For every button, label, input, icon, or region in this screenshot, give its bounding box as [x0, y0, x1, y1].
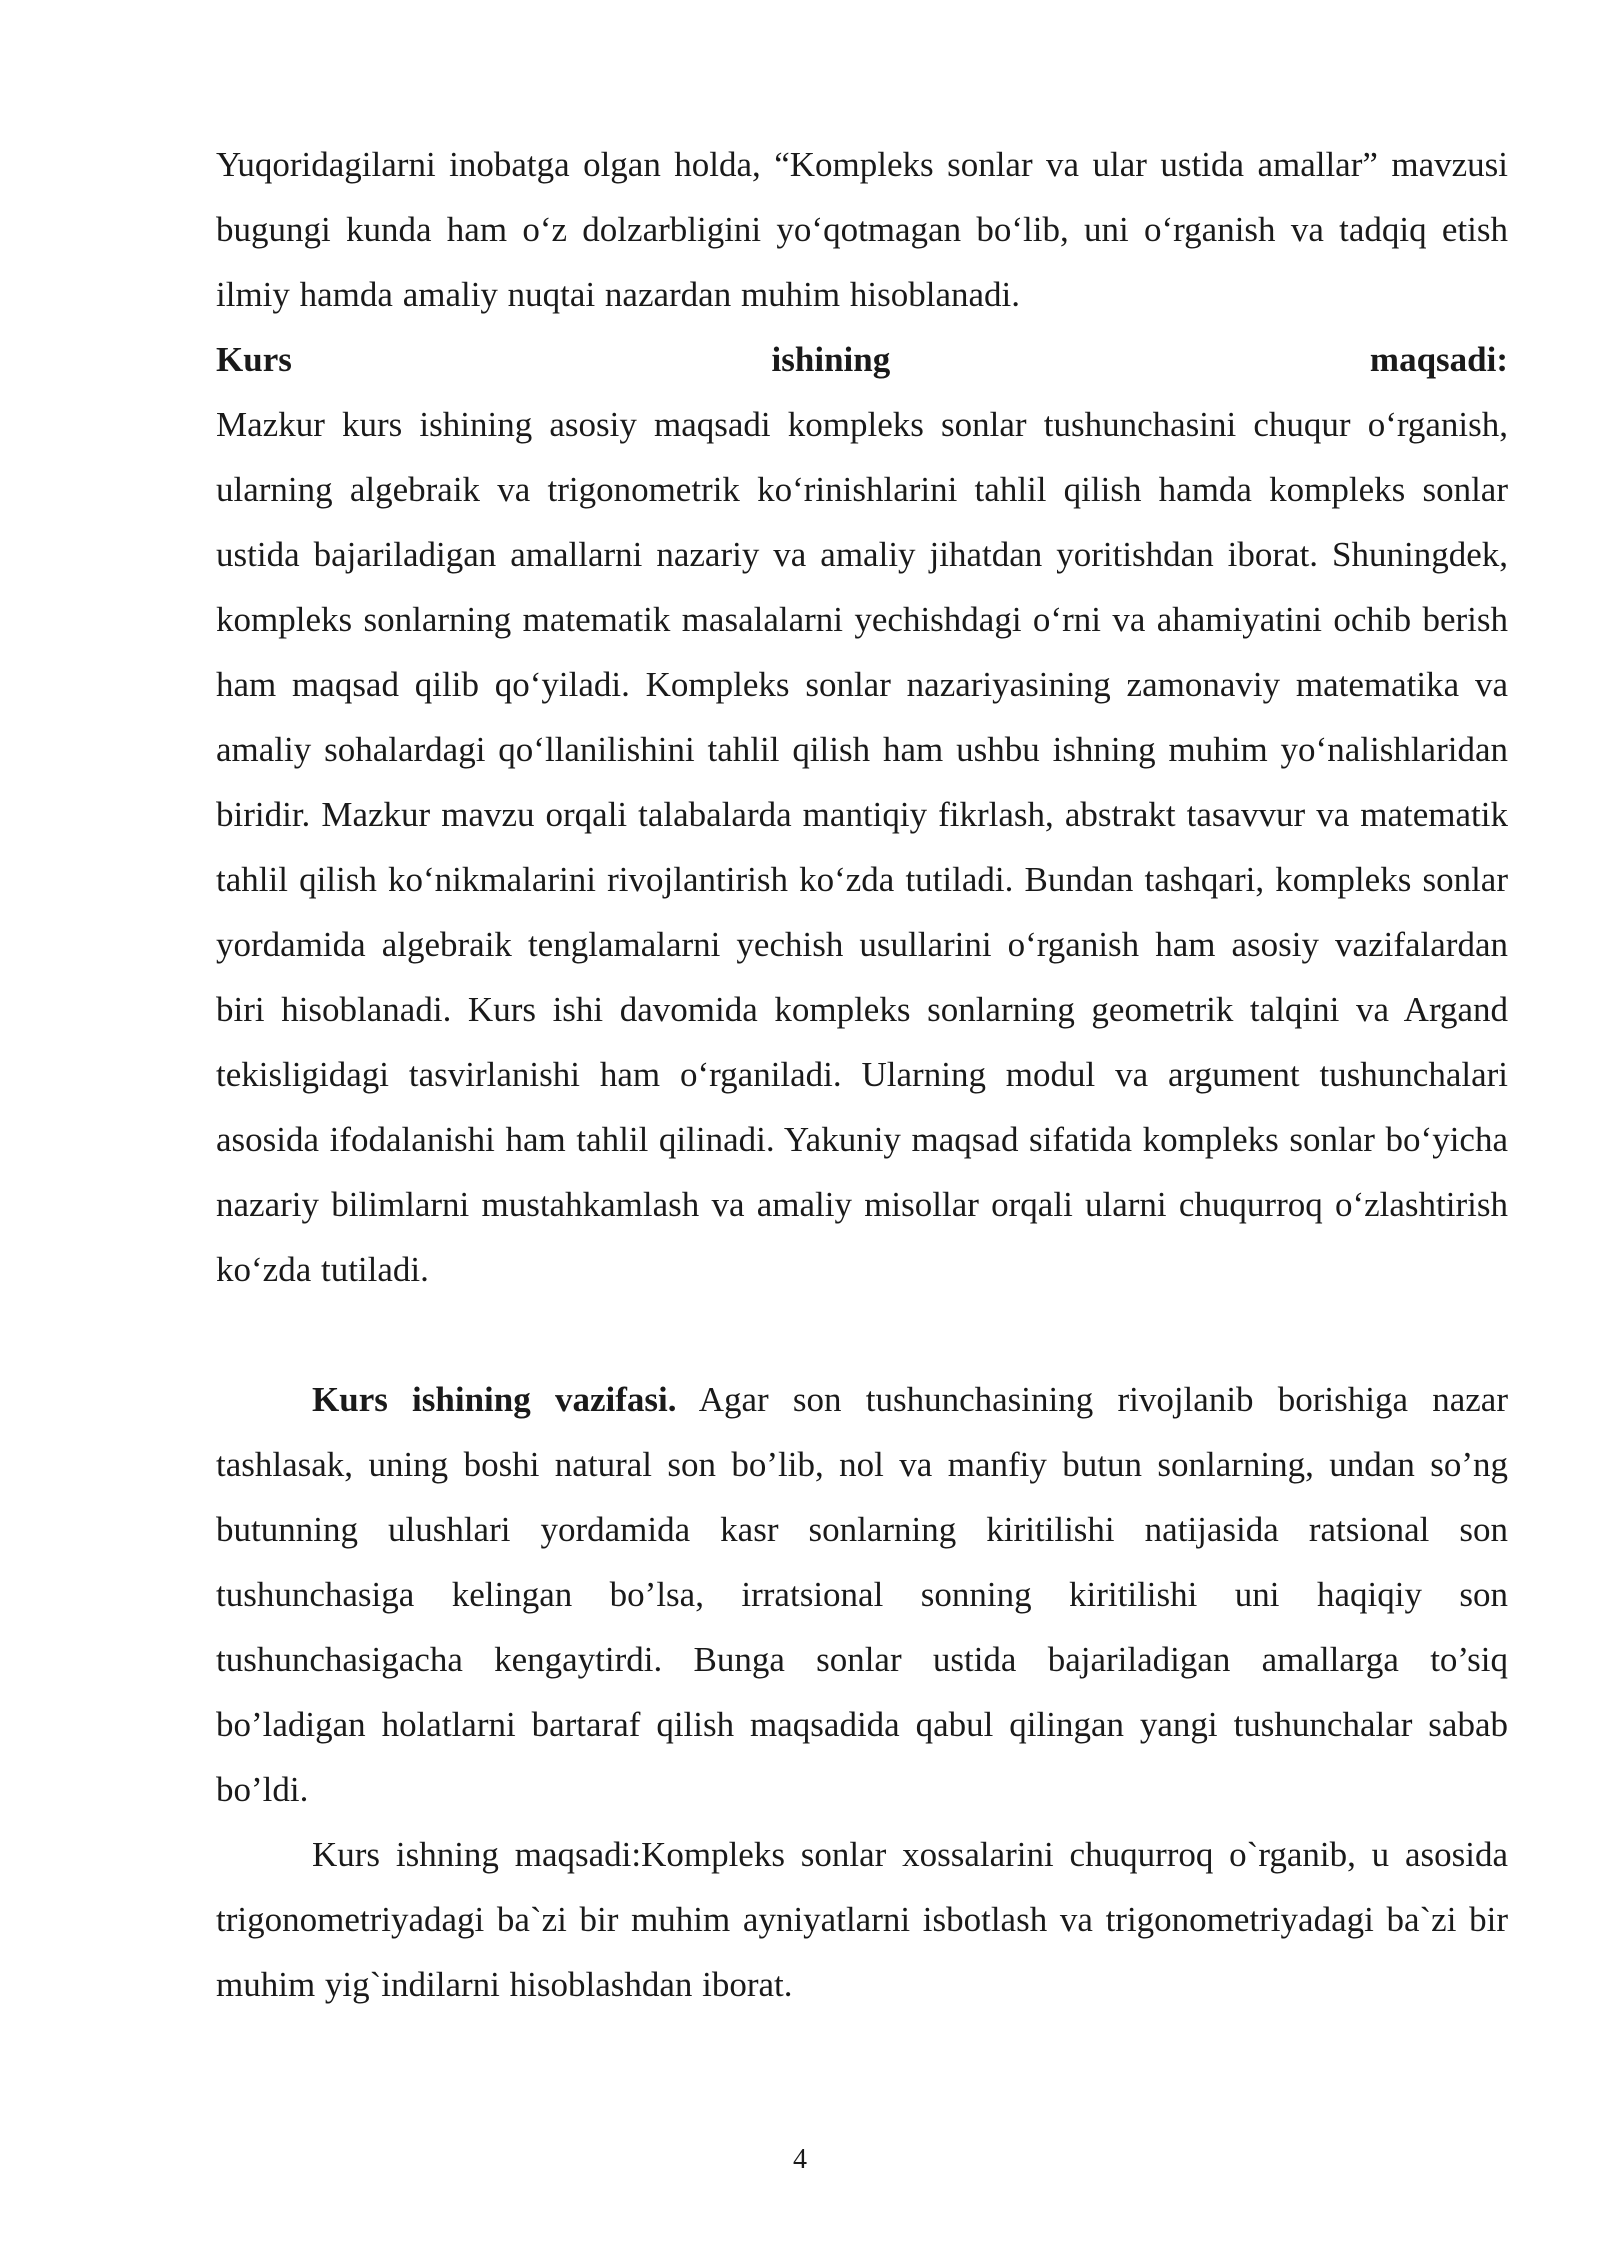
- document-page: [216, 132, 1508, 2017]
- tasks-text: Agar son tushunchasining rivojlanib borishiga nazar tashlasak, uning boshi natural son bo’lib, nol va manfiy butun sonlarning, undan so’ng butunning ulushlari yordamida kasr sonlarning kiritilishi natijasida ratsional son tushunchasiga kelingan bo’lsa, irratsional sonning kiritilishi uni haqiqiy son tushunchasigacha kengaytirdi. Bunga sonlar ustida bajariladigan amallarga to’siq bo’ladigan holatlarni bartaraf qilish maqsadida qabul qilingan yangi tushunchalar sabab bo’ldi.: [216, 1380, 1508, 1809]
- tasks-heading: Kurs ishining vazifasi.: [312, 1380, 677, 1419]
- aim-paragraph: Kurs ishning maqsadi:Kompleks sonlar xossalarini chuqurroq o`rganib, u asosida trigonometriyadagi ba`zi bir muhim ayniyatlarni isbotlash va trigonometriyadagi ba`zi bir muhim yig`indilarni hisoblashdan iborat.: [216, 1835, 1508, 2004]
- goal-heading: Kurs ishining maqsadi:: [216, 340, 1508, 379]
- page-number: 4: [793, 2144, 807, 2175]
- goal-paragraph: Mazkur kurs ishining asosiy maqsadi kompleks sonlar tushunchasini chuqur o‘rganish, ularning algebraik va trigonometrik ko‘rinishlarini tahlil qilish hamda kompleks sonlar ustida bajariladigan amallarni nazariy va amaliy jihatdan yoritishdan iborat. Shuningdek, kompleks sonlarning matematik masalalarni yechishdagi o‘rni va ahamiyatini ochib berish ham maqsad qilib qo‘yiladi. Kompleks sonlar nazariyasining zamonaviy matematika va amaliy sohalardagi qo‘llanilishini tahlil qilish ham ushbu ishning muhim yo‘nalishlaridan biridir. Mazkur mavzu orqali talabalarda mantiqiy fikrlash, abstrakt tasavvur va matematik tahlil qilish ko‘nikmalarini rivojlantirish ko‘zda tutiladi. Bundan tashqari, kompleks sonlar yordamida algebraik tenglamalarni yechish usullarini o‘rganish ham asosiy vazifalardan biri hisoblanadi. Kurs ishi davomida kompleks sonlarning geometrik talqini va Argand tekisligidagi tasvirlanishi ham o‘rganiladi. Ularning modul va argument tushunchalari asosida ifodalanishi ham tahlil qilinadi. Yakuniy maqsad sifatida kompleks sonlar bo‘yicha nazariy bilimlarni mustahkamlash va amaliy misollar orqali ularni chuqurroq o‘zlashtirish ko‘zda tutiladi.: [216, 405, 1508, 1289]
- intro-paragraph: Yuqoridagilarni inobatga olgan holda, “Kompleks sonlar va ular ustida amallar” mavzusi bugungi kunda ham o‘z dolzarbligini yo‘qotmagan bo‘lib, uni o‘rganish va tadqiq etish ilmiy hamda amaliy nuqtai nazardan muhim hisoblanadi.: [216, 145, 1508, 314]
- tasks-paragraph: [216, 1367, 1508, 1822]
